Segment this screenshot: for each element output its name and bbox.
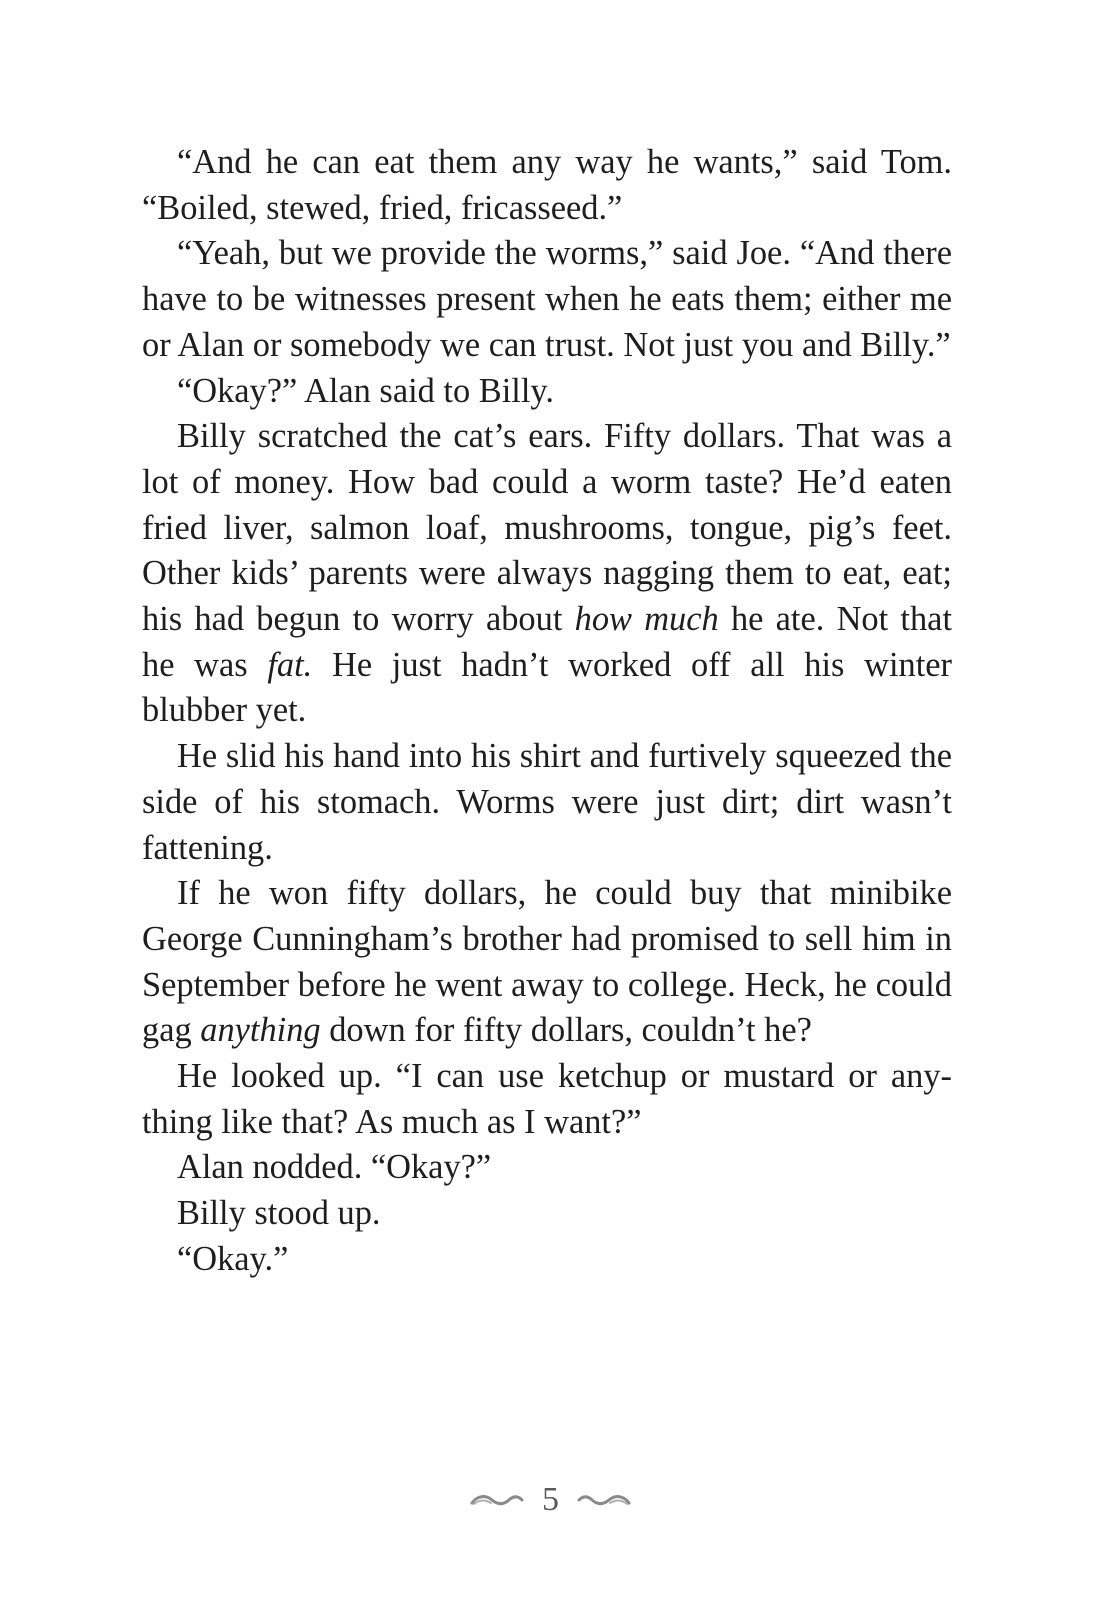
swash-right-icon: [575, 1491, 631, 1509]
swash-left-icon: [470, 1491, 526, 1509]
text-run: He looked up. “I can use ketchup or mustard or anything like that? As much as I want?”: [142, 1057, 952, 1141]
text-run: down for fifty dollars, couldn’t he?: [320, 1011, 812, 1050]
text-run: “Okay.”: [177, 1239, 289, 1278]
folio: [0, 1480, 1101, 1520]
paragraph: [142, 231, 952, 368]
text-run: If he won fifty dollars, he could buy that minibike George Cunningham’s brother had promised to sell him in September before he went away to college. Heck, he could gag: [142, 874, 952, 1050]
paragraph: [142, 1145, 952, 1191]
paragraph: [142, 414, 952, 734]
text-run: He just hadn’t worked off all his winter blubber yet.: [142, 645, 952, 730]
italic-text: anything: [200, 1011, 321, 1050]
paragraph: [142, 871, 952, 1054]
paragraph: [142, 1054, 952, 1145]
paragraph: [142, 1191, 952, 1237]
italic-text: how much: [574, 600, 719, 639]
text-run: He slid his hand into his shirt and furtively squeezed the side of his stomach. Worms were just dirt; dirt wasn’t fattening.: [142, 737, 952, 867]
text-run: Alan nodded. “Okay?”: [177, 1148, 492, 1187]
paragraph: [142, 140, 952, 231]
text-run: Billy scratched the cat’s ears. Fifty dollars. That was a lot of money. How bad could a worm taste? He’d eaten fried liver, salmon loaf, mushrooms, tongue, pig’s feet. Other kids’ parents were always nagging them to eat, eat; his had begun to worry about: [142, 417, 952, 639]
body-text: [142, 140, 952, 1283]
paragraph: [142, 734, 952, 871]
text-run: “Okay?” Alan said to Billy.: [177, 371, 554, 410]
page-number: 5: [542, 1481, 559, 1518]
text-run: Billy stood up.: [177, 1194, 381, 1233]
text-run: “And he can eat them any way he wants,” said Tom. “Boiled, stewed, fried, fricasseed.”: [142, 143, 952, 227]
text-run: he ate. Not that he was: [142, 600, 952, 684]
paragraph: [142, 1237, 952, 1283]
paragraph: [142, 369, 952, 415]
italic-text: fat.: [267, 645, 313, 684]
text-run: “Yeah, but we provide the worms,” said Joe. “And there have to be witnesses present when he eats them; either me or Alan or somebody we can trust. Not just you and Billy.”: [142, 234, 952, 364]
